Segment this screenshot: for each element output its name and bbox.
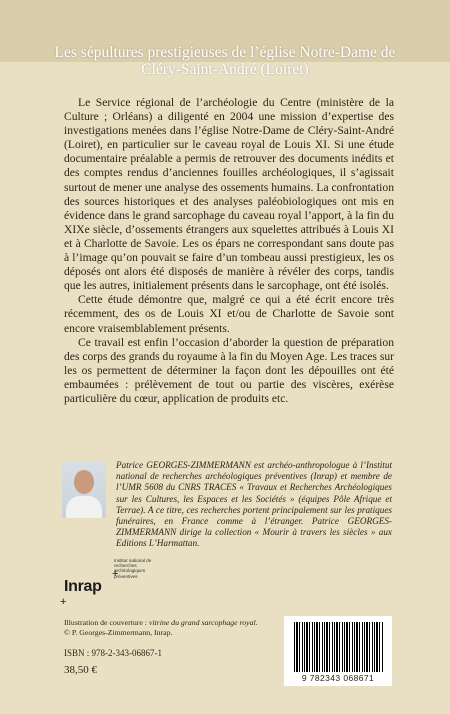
summary-text — [64, 96, 394, 406]
copyright-line: © P. Georges-Zimmermann, Inrap. — [64, 628, 173, 637]
summary-paragraph-2: Cette étude démontre que, malgré ce qui a été écrit encore très récemment, des os de Louis XI et/ou de Charlotte de Savoie sont encore vraisemblablement présents. — [64, 293, 394, 335]
price: 38,50 € — [64, 664, 97, 676]
title-line-2: Cléry-Saint-André (Loiret) — [141, 61, 309, 78]
title-line-1: Les sépultures prestigieuses de l’église Notre-Dame de — [54, 44, 396, 61]
cover-credit-label: Illustration de couverture : — [64, 618, 147, 627]
barcode-bars — [294, 622, 384, 672]
plus-icon: + — [112, 568, 119, 580]
institute-name: Institut national de recherches archéologiques préventives — [114, 558, 152, 579]
summary-paragraph-3: Ce travail est enfin l’occasion d’aborder la question de préparation des corps des grands du royaume à la fin du Moyen Age. Les traces sur les os permettent de déterminer la façon dont les dépouilles ont été embaumées : prélèvement de tout ou partie des viscères, exérèse particulière du cœur, application de produits etc. — [64, 335, 395, 405]
author-photo — [62, 462, 106, 518]
plus-icon: + — [60, 596, 67, 608]
author-photo-shoulders — [66, 496, 102, 518]
author-bio: Patrice GEORGES-ZIMMERMANN est archéo-anthropologue à l’Institut national de recherches archéologiques préventives (Inrap) et membre de l’UMR 5608 du CNRS TRACES « Travaux et Recherches Archéologiques sur les Cultures, les Espaces et les Sociétés » (équipes Pôle Afrique et Terrae). A ce titre, ces recherches portent principalement sur les pratiques funéraires, en France comme à l’étranger. Patrice GEORGES-ZIMMERMANN dirige la collection « Mourir à travers les siècles » aux Editions L’Harmattan. — [116, 460, 392, 549]
isbn: ISBN : 978-2-343-06867-1 — [64, 648, 162, 658]
inrap-wordmark: Inrap — [64, 578, 102, 595]
author-photo-head — [74, 470, 94, 494]
summary-paragraph-1: Le Service régional de l’archéologie du Centre (ministère de la Culture ; Orléans) a diligenté en 2004 une mission d’expertise des investigations menées dans l’église Notre-Dame de Cléry-Saint-André (Loiret), en particulier sur le caveau royal de Louis XI. Si une étude documentaire préalable a permis de retrouver des documents inédits et des comptes rendus d’anciennes fouilles archéologiques, il s’agissait surtout de mener une analyse des ossements humains. La confrontation des sources historiques et des analyses paléobiologiques ont mis en évidence dans le grand sarcophage du caveau royal l’apport, à la fin du XIXe siècle, d’ossements étrangers aux squelettes attribués à Louis XI et à Charlotte de Savoie. Les os épars ne correspondant sans doute pas à l’image qu’on pouvait se faire d’un tombeau aussi prestigieux, les os déposés ont alors été disposés de manière à révéler des corps, tandis que les autres, initialement présents dans le sarcophage, ont été isolés. — [64, 96, 394, 293]
author-block — [62, 460, 392, 550]
barcode-digits: 9 782343 068671 — [301, 673, 375, 683]
cover-credits — [64, 618, 294, 638]
barcode — [284, 616, 392, 686]
cover-credit-caption: vitrine du grand sarcophage royal. — [148, 618, 258, 627]
back-cover-title — [20, 44, 430, 78]
